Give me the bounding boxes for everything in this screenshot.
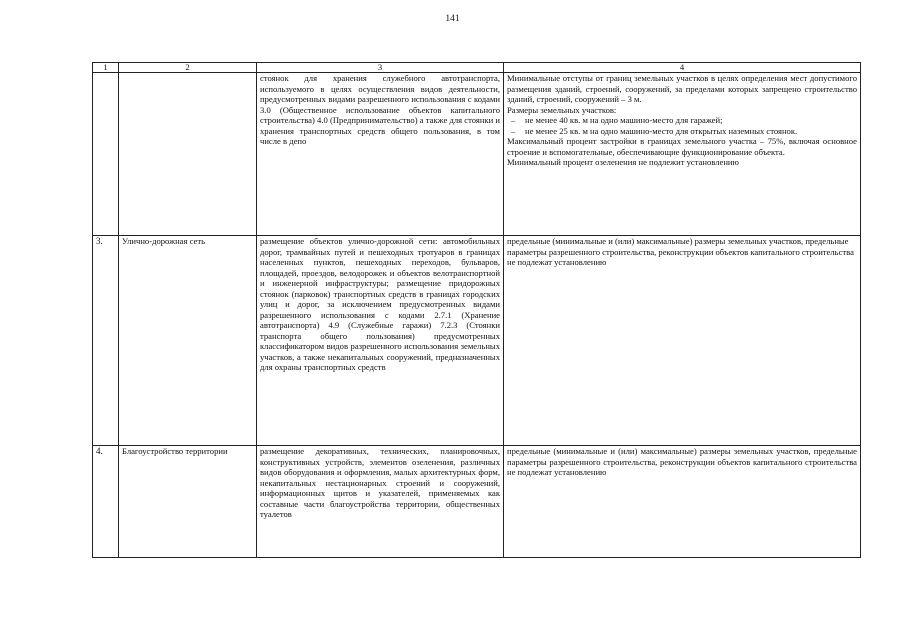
row-parameters: предельные (минимальные и (или) максимальные) размеры земельных участков, предельные параметры разрешенного строительства, реконструкции объектов капитального строительства не подлежат установлению: [504, 236, 861, 446]
row-parameters: [504, 73, 861, 236]
list-item: – не менее 25 кв. м на одно машино-место для открытых наземных стоянок.: [507, 126, 857, 136]
row-number: 3.: [93, 236, 119, 446]
regulations-table: [92, 62, 861, 558]
row-description: размещение декоративных, технических, планировочных, конструктивных устройств, элементов озеленения, различных видов оборудования и оформления, малых архитектурных форм, некапитальных нестационарных строений и сооружений, информационных щитов и указателей, применяемых как составные части благоустройства территории, общественных туалетов: [257, 446, 504, 558]
row-name: Благоустройство территории: [119, 446, 257, 558]
parameter-plot-sizes-label: Размеры земельных участков:: [507, 104, 617, 115]
row-name: Улично-дорожная сеть: [119, 236, 257, 446]
row-name: [119, 73, 257, 236]
row-parameters: предельные (минимальные и (или) максимальные) размеры земельных участков, предельные параметры разрешенного строительства, реконструкции объектов капитального строительства не подлежат установлению: [504, 446, 861, 558]
page-number: 141: [445, 14, 460, 24]
row-number: 4.: [93, 446, 119, 558]
parameter-setbacks: Минимальные отступы от границ земельных участков в целях определения мест допустимого размещения зданий, строений, сооружений, за пределами которых запрещено строительство зданий, строений, сооружений – 3 м.: [507, 73, 857, 105]
column-header-2: 2: [119, 63, 257, 73]
row-description: размещение объектов улично-дорожной сети: автомобильных дорог, трамвайных путей и пешеходных тротуаров в границах населенных пунктов, пешеходных переходов, бульваров, площадей, проездов, велодорожек и объектов велотранспортной и инженерной инфраструктуры; размещение придорожных стоянок (парковок) транспортных средств в границах городских улиц и дорог, за исключением предусмотренных видами разрешенного использования с кодами 2.7.1 (Хранение автотранспорта) 4.9 (Служебные гаражи) 7.2.3 (Стоянки транспорта общего пользования) предусмотренных классификатором видов разрешенного использования земельных участков, а также некапитальных сооружений, предназначенных для охраны транспортных средств: [257, 236, 504, 446]
table-row: [93, 236, 861, 446]
plot-size-list: [507, 115, 857, 136]
table-row: [93, 73, 861, 236]
column-header-3: 3: [257, 63, 504, 73]
list-item: – не менее 40 кв. м на одно машино-место для гаражей;: [507, 115, 857, 125]
column-header-4: 4: [504, 63, 861, 73]
table-header-row: [93, 63, 861, 73]
parameter-min-greenery: Минимальный процент озеленения не подлежит установлению: [507, 157, 739, 168]
row-number: [93, 73, 119, 236]
table-row: [93, 446, 861, 558]
parameter-max-coverage: Максимальный процент застройки в границах земельного участка – 75%, включая основное строение и вспомогательные, обеспечивающие функционирование объекта.: [507, 136, 857, 157]
row-description: стоянок для хранения служебного автотранспорта, используемого в целях осуществления видов деятельности, предусмотренных видами разрешенного использования с кодами 3.0 (Общественное использование объектов капитального строительства) 4.0 (Предпринимательство) а также для стоянки и хранения транспортных средств общего пользования, в том числе в депо: [257, 73, 504, 236]
column-header-1: 1: [93, 63, 119, 73]
